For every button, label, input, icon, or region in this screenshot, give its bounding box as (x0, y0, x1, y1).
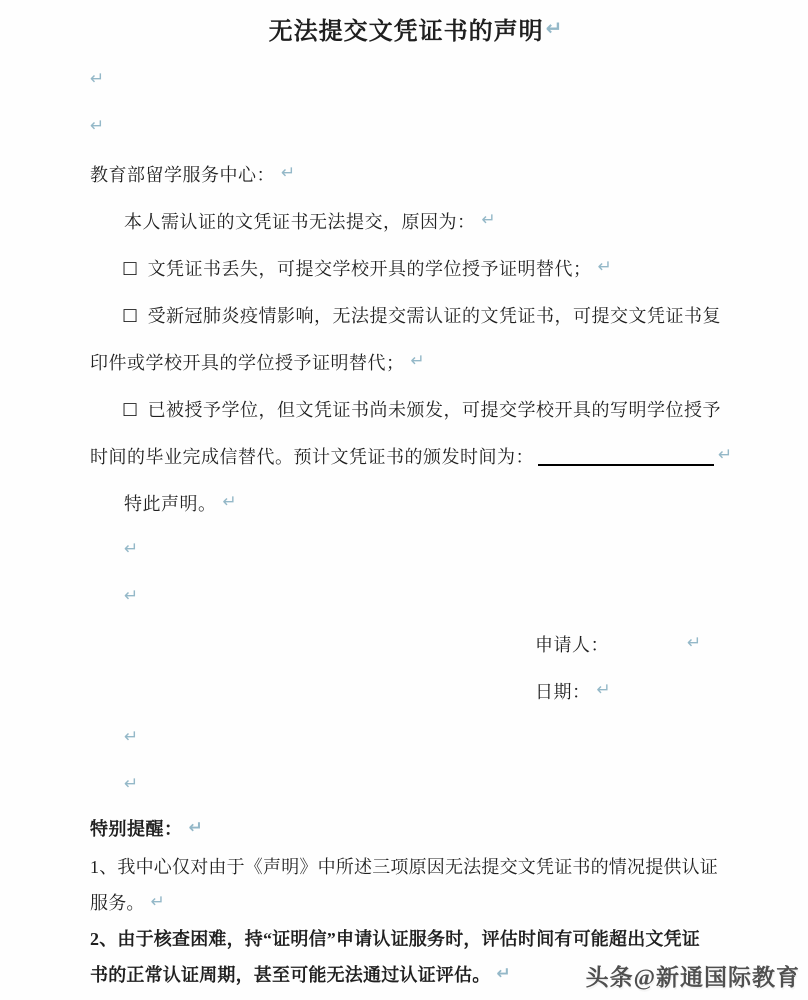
salutation-text: 教育部留学服务中心： (90, 164, 275, 185)
paragraph-mark-icon: ↵ (124, 586, 139, 606)
applicant-label: 申请人： (535, 634, 609, 655)
note2-text-line2: 书的正常认证周期，甚至可能无法通过认证评估。 (90, 965, 491, 985)
toutiao-watermark: 头条@新通国际教育 (585, 965, 800, 990)
paragraph-mark-icon: ↵ (597, 257, 613, 277)
paragraph-mark-icon: ↵ (281, 163, 296, 183)
paragraph-mark-icon: ↵ (90, 116, 105, 136)
paragraph-mark-icon: ↵ (90, 69, 105, 89)
option3-text-line1: 已被授予学位，但文凭证书尚未颁发，可提交学校开具的写明学位授予 (147, 399, 722, 420)
paragraph-mark-icon: ↵ (124, 727, 139, 747)
notes-heading-line (90, 808, 742, 848)
checkbox-unchecked-icon: □ (122, 398, 139, 419)
option2-line1 (90, 291, 742, 338)
salutation-line (90, 150, 742, 197)
empty-paragraph (90, 573, 742, 620)
checkbox-unchecked-icon: □ (122, 257, 139, 278)
empty-paragraph (90, 103, 742, 150)
paragraph-mark-icon: ↵ (410, 351, 426, 371)
intro-line (90, 197, 742, 244)
notes-heading-text: 特别提醒： (90, 819, 183, 839)
paragraph-mark-icon: ↵ (124, 774, 139, 794)
paragraph-mark-icon: ↵ (718, 445, 733, 465)
empty-paragraph (90, 526, 742, 573)
paragraph-mark-icon: ↵ (188, 817, 204, 838)
empty-paragraph (90, 761, 742, 808)
option3-text-line2: 时间的毕业完成信替代。预计文凭证书的颁发时间为： (90, 446, 534, 467)
paragraph-mark-icon: ↵ (545, 16, 564, 40)
option2-line2 (90, 338, 742, 385)
note2-line1 (90, 920, 742, 956)
note1-text-line1: 1、我中心仅对由于《声明》中所述三项原因无法提交文凭证书的情况提供认证 (90, 857, 718, 877)
note1-text-line2: 服务。 (90, 893, 145, 913)
note2-text-line1: 2、由于核查困难，持“证明信”申请认证服务时，评估时间有可能超出文凭证 (90, 929, 700, 949)
date-line (90, 667, 742, 714)
closing-line (90, 479, 742, 526)
option1-text: 文凭证书丢失，可提交学校开具的学位授予证明替代； (147, 258, 592, 279)
empty-paragraph (90, 56, 742, 103)
paragraph-mark-icon: ↵ (687, 633, 702, 653)
document-title: 无法提交文凭证书的声明 (268, 18, 544, 45)
option2-text-line1: 受新冠肺炎疫情影响，无法提交需认证的文凭证书，可提交文凭证书复 (147, 305, 722, 326)
paragraph-mark-icon: ↵ (150, 891, 166, 912)
option2-text-line2: 印件或学校开具的学位授予证明替代； (90, 352, 405, 373)
applicant-line (90, 620, 742, 667)
empty-paragraph (90, 714, 742, 761)
option3-line1 (90, 385, 742, 432)
option1-line (90, 244, 742, 291)
checkbox-unchecked-icon: □ (122, 304, 139, 325)
issue-date-blank-field (538, 446, 714, 466)
closing-text: 特此声明。 (124, 493, 217, 514)
date-label: 日期： (535, 681, 591, 702)
paragraph-mark-icon: ↵ (481, 210, 497, 230)
paragraph-mark-icon: ↵ (596, 680, 612, 700)
note1-line2 (90, 884, 742, 920)
intro-text: 本人需认证的文凭证书无法提交，原因为： (124, 211, 476, 232)
option3-line2 (90, 432, 742, 479)
paragraph-mark-icon: ↵ (124, 539, 139, 559)
paragraph-mark-icon: ↵ (222, 492, 238, 512)
note1-line1 (90, 848, 742, 884)
document-title-row (90, 0, 742, 56)
paragraph-mark-icon: ↵ (496, 963, 511, 984)
